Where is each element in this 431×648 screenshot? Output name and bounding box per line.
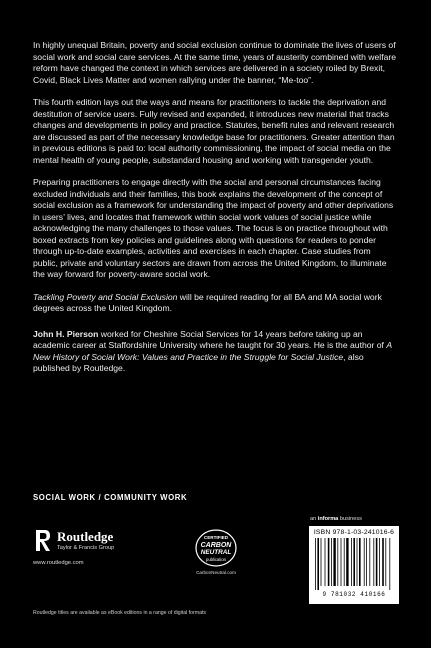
barcode-digits: 9 781032 410166 bbox=[322, 591, 386, 598]
isbn-barcode bbox=[309, 526, 399, 604]
informa-prefix: an bbox=[310, 516, 318, 522]
blurb-paragraph-1: In highly unequal Britain, poverty and social exclusion continue to dominate the lives of users of social work and social care services. At the same time, years of austerity combined with welfare reform have changed the context in which services are delivered in a society roiled by Brexit, Covid, Black Lives Matter and women rallying under the banner, “Me-too”. bbox=[33, 40, 396, 85]
publisher-url: www.routledge.com bbox=[33, 560, 84, 566]
informa-brand: informa bbox=[317, 516, 339, 522]
carbon-neutral-badge bbox=[189, 528, 243, 575]
blurb-paragraph-3: Preparing practitioners to engage directly with the social and personal circumstances facing excluded individuals and their families, this book explains the development of the concept of social exclusion as a framework for understanding the impact of poverty and other deprivations in users’ lives, and locates that framework within social work values of social justice while acknowledging the many challenges to those values. The focus is on practice throughout with boxed extracts from key policies and guidelines along with questions for readers to ponder through up-to-date examples, activities and exercises in each chapter. Case studies from public, private and voluntary sectors are drawn from across the United Kingdom, to illuminate the way forward for poverty-aware social work. bbox=[33, 177, 394, 279]
blurb bbox=[33, 40, 397, 386]
ebook-note: Routledge titles are available as eBook editions in a range of digital formats bbox=[33, 610, 207, 616]
author-bio-text-1: worked for Cheshire Social Services for 14 years before taking up an academic career at Staffordshire University where he taught for 30 years. He is the author of bbox=[33, 328, 387, 350]
barcode-icon bbox=[313, 538, 395, 590]
publisher-group: Taylor & Francis Group bbox=[57, 544, 115, 551]
reading-note-text: will be required reading for all BA and MA social work degrees across the United Kingdom. bbox=[33, 291, 382, 313]
carbon-neutral-logo-icon bbox=[194, 528, 238, 568]
author-bio bbox=[33, 329, 397, 375]
publisher-block bbox=[33, 527, 114, 566]
badge-top-text: CERTIFIED bbox=[203, 535, 229, 540]
book-title: Tackling Poverty and Social Exclusion bbox=[33, 291, 178, 302]
badge-line-2: NEUTRAL bbox=[200, 549, 232, 556]
informa-line bbox=[310, 516, 362, 522]
publisher-logo bbox=[33, 527, 114, 553]
author-bio-text-2: , also published by Routledge. bbox=[33, 351, 364, 373]
carbon-neutral-url: CarbonNeutral.com bbox=[196, 570, 236, 575]
other-book-title: A New History of Social Work: Values and Practice in the Struggle for Social Justice bbox=[33, 340, 392, 362]
badge-line-1: CARBON bbox=[200, 542, 232, 549]
subject-category: SOCIAL WORK / COMMUNITY WORK bbox=[33, 493, 188, 502]
badge-bottom-text: publication bbox=[205, 557, 227, 562]
author-name: John H. Pierson bbox=[33, 328, 99, 339]
reading-note bbox=[33, 292, 397, 315]
publisher-name: Routledge bbox=[57, 528, 114, 544]
blurb-paragraph-2: This fourth edition lays out the ways and means for practitioners to tackle the deprivation and destitution of service users. Fully revised and expanded, it introduces new material that tracks changes and developments in policy and practice. Statutes, benefit rules and relevant research are discussed as part of the necessary knowledge base for practitioners. Greater attention than in previous editions is paid to: local authority commissioning, the impact of social media on the mental health of young people, substandard housing and working with transgender youth. bbox=[33, 97, 395, 165]
routledge-r-logo-icon bbox=[33, 527, 53, 553]
informa-suffix: business bbox=[338, 516, 362, 522]
isbn-text: ISBN 978-1-03-241016-6 bbox=[313, 529, 395, 536]
